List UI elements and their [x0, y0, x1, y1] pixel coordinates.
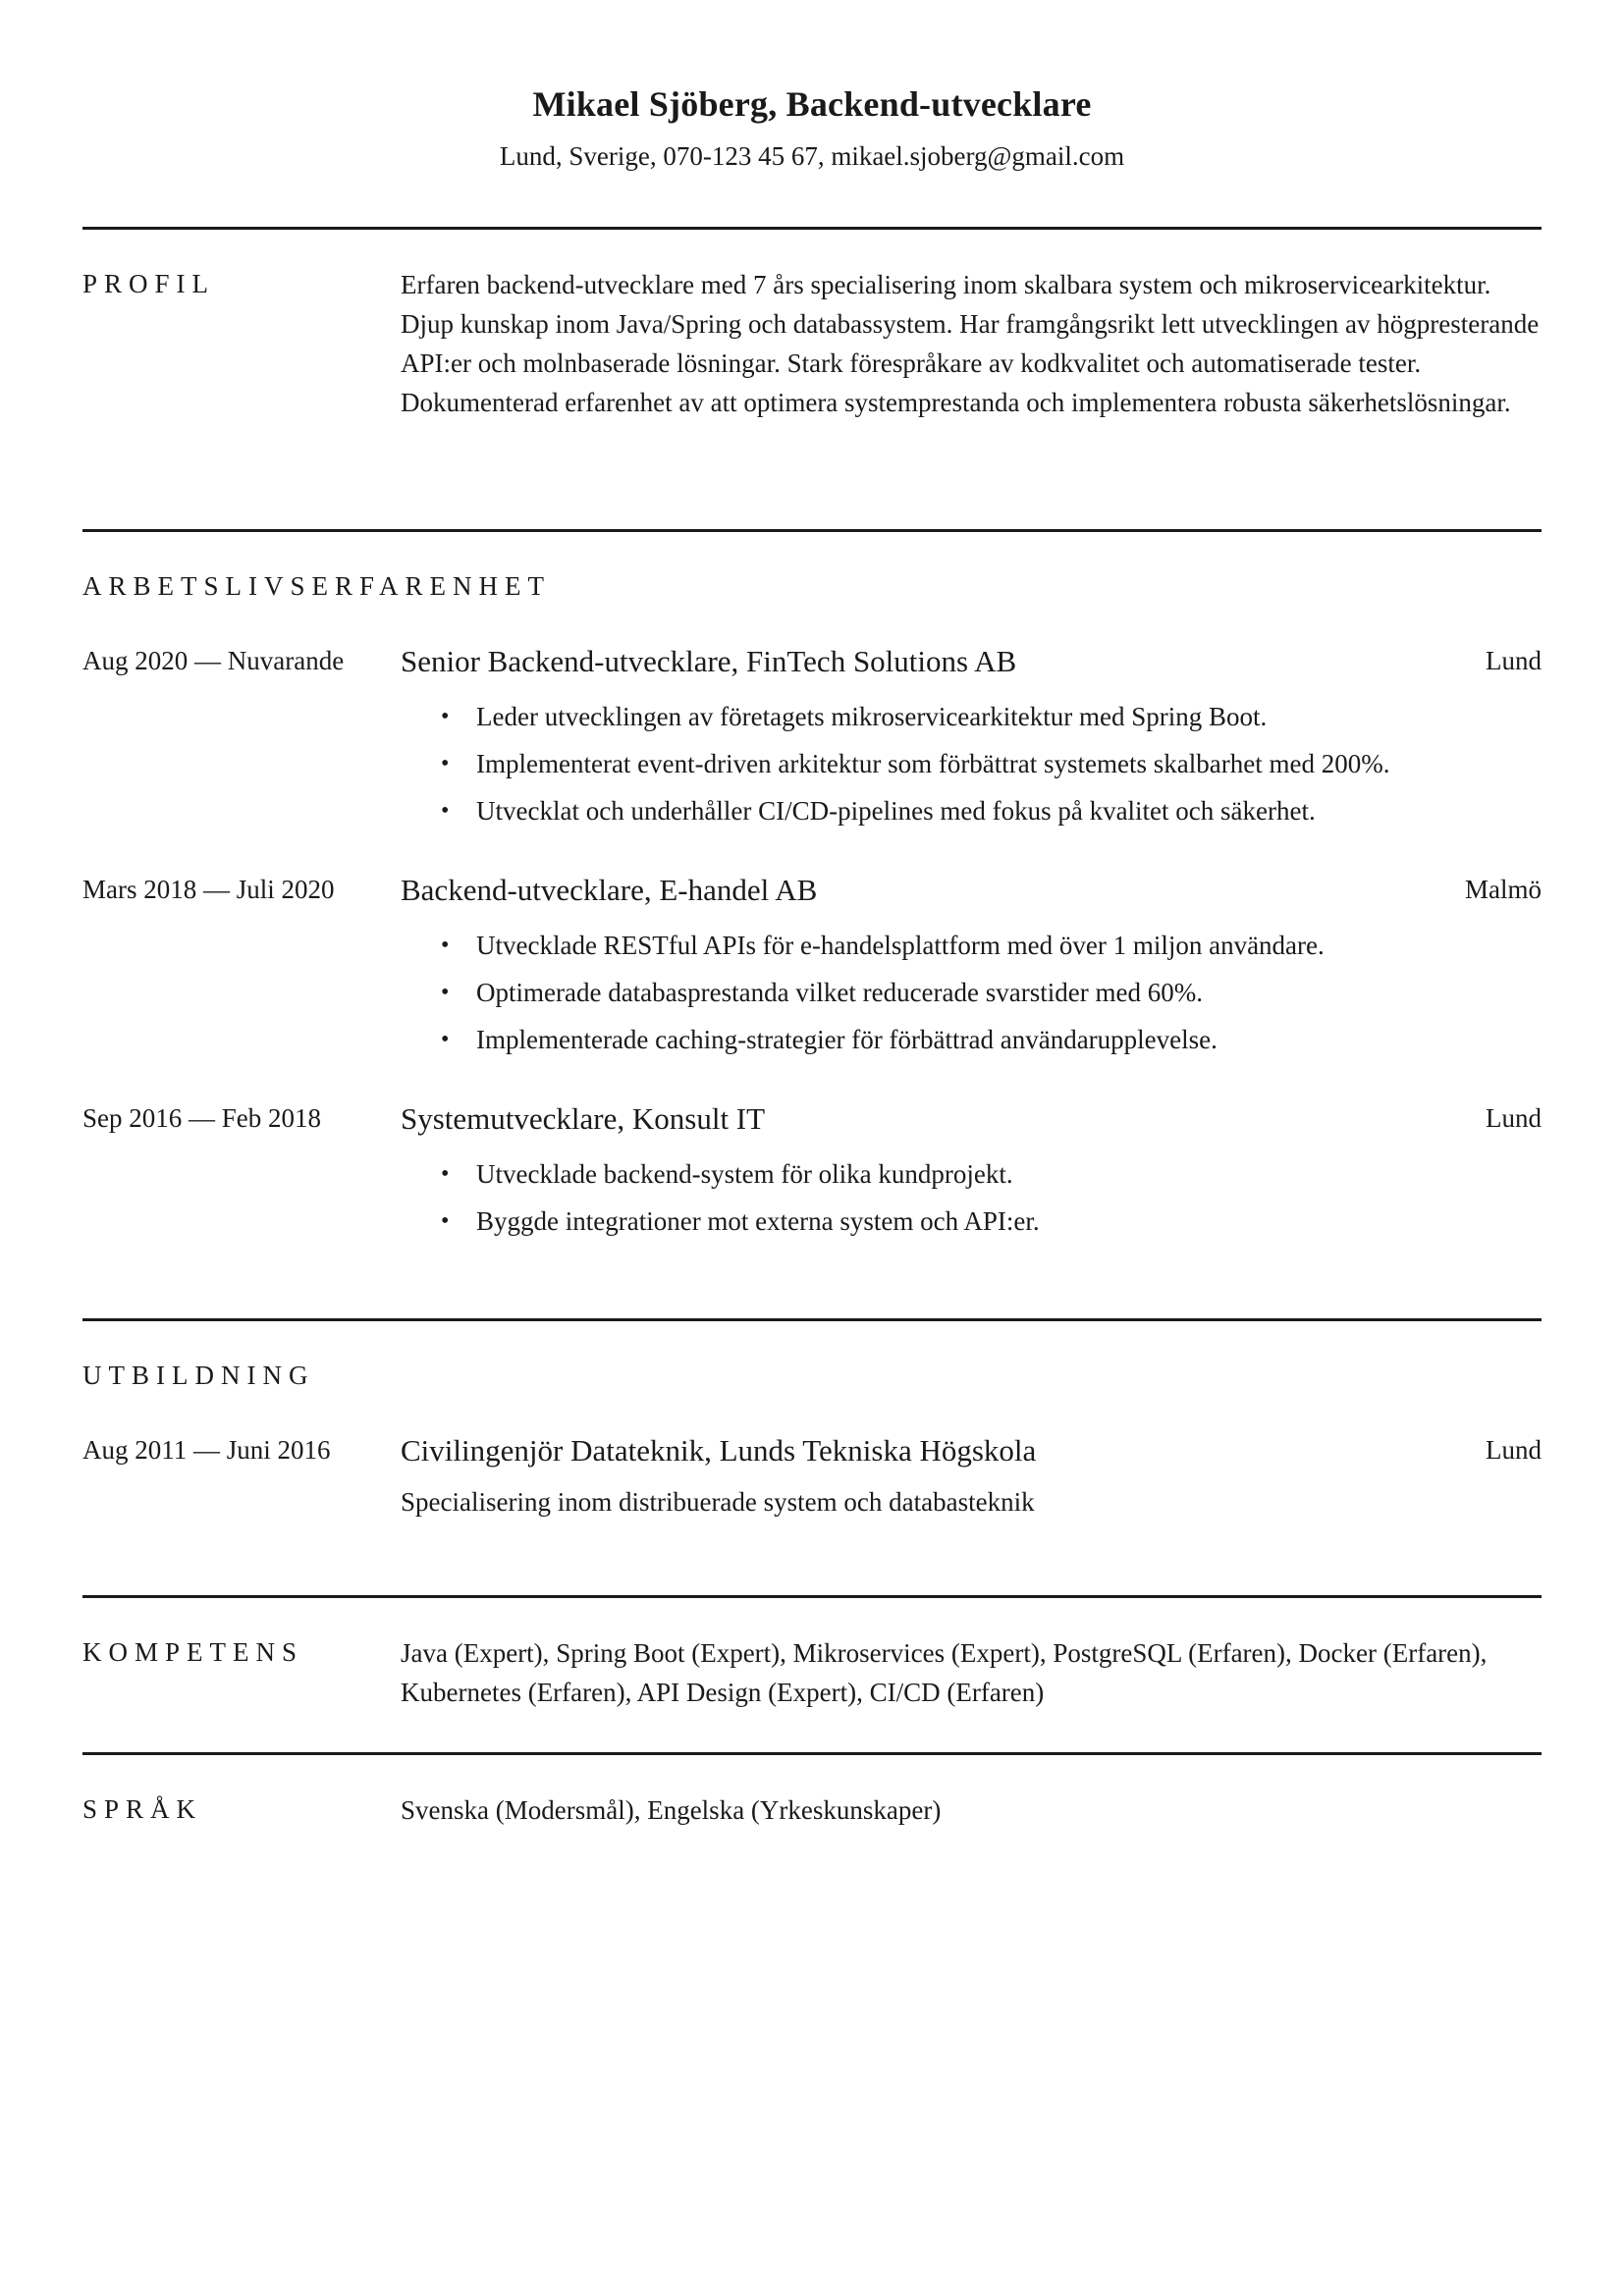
bullet-text: Implementerade caching-strategier för förbättrad användarupplevelse.	[476, 1025, 1218, 1054]
languages-list	[401, 1790, 1542, 1830]
education-section	[82, 1318, 1542, 1598]
skill-item: Mikroservices (Expert),	[792, 1638, 1047, 1668]
profile-text: Erfaren backend-utvecklare med 7 års specialisering inom skalbara system och mikroservicearkitektur. Djup kunskap inom Java/Spring och databassystem. Har framgångsrikt lett utvecklingen av högpresterande API:er och molnbaserade lösningar. Stark förespråkare av kodkvalitet och automatiserade tester. Dokumenterad erfarenhet av att optimera systemprestanda och implementera robusta säkerhetslösningar.	[401, 270, 1540, 417]
skill-item: CI/CD (Erfaren)	[869, 1678, 1045, 1707]
skill-item: Spring Boot (Expert),	[556, 1638, 786, 1668]
job-location: Lund	[1486, 1103, 1542, 1133]
bullet-icon: •	[441, 704, 450, 729]
bullet-text: Utvecklade backend-system för olika kundprojekt.	[476, 1159, 1013, 1189]
education-description: Specialisering inom distribuerade system och databasteknik	[401, 1487, 1035, 1517]
skill-item: Kubernetes (Erfaren),	[401, 1678, 632, 1707]
job-bullets	[401, 693, 1542, 834]
bullet-text: Implementerat event-driven arkitektur som förbättrat systemets skalbarhet med 200%.	[476, 749, 1390, 778]
bullet-text: Byggde integrationer mot externa system och API:er.	[476, 1206, 1040, 1236]
list-item	[401, 1016, 1542, 1063]
job-title: Senior Backend-utvecklare, FinTech Solutions AB	[401, 644, 1017, 678]
skills-heading: KOMPETENS	[82, 1637, 304, 1667]
language-item: Svenska (Modersmål),	[401, 1795, 641, 1825]
job-bullets	[401, 922, 1542, 1063]
job-bullets	[401, 1150, 1542, 1245]
languages-section	[82, 1752, 1542, 1873]
bullet-text: Optimerade databasprestanda vilket reducerade svarstider med 60%.	[476, 978, 1203, 1007]
job-title: Systemutvecklare, Konsult IT	[401, 1101, 766, 1136]
education-heading: UTBILDNING	[82, 1361, 315, 1390]
list-item	[401, 1150, 1542, 1198]
skill-item: PostgreSQL (Erfaren),	[1053, 1638, 1292, 1668]
skill-item: Docker (Erfaren),	[1298, 1638, 1488, 1668]
candidate-name: Mikael Sjöberg, Backend-utvecklare	[532, 84, 1092, 124]
languages-heading: SPRÅK	[82, 1794, 203, 1824]
job-date: Mars 2018 — Juli 2020	[82, 875, 335, 904]
list-item	[401, 787, 1542, 834]
education-date: Aug 2011 — Juni 2016	[82, 1435, 331, 1465]
list-item	[401, 969, 1542, 1016]
job-date: Sep 2016 — Feb 2018	[82, 1103, 321, 1133]
bullet-icon: •	[441, 1208, 450, 1234]
job-title: Backend-utvecklare, E-handel AB	[401, 873, 818, 907]
bullet-icon: •	[441, 1161, 450, 1187]
bullet-text: Utvecklat och underhåller CI/CD-pipelines med fokus på kvalitet och säkerhet.	[476, 796, 1316, 826]
job-date: Aug 2020 — Nuvarande	[82, 646, 345, 675]
contact-info: Lund, Sverige, 070-123 45 67, mikael.sjoberg@gmail.com	[499, 141, 1125, 171]
skills-section	[82, 1595, 1542, 1755]
resume-header	[0, 82, 1624, 173]
list-item	[401, 693, 1542, 740]
experience-heading: ARBETSLIVSERFARENHET	[82, 571, 552, 601]
list-item	[401, 740, 1542, 787]
skill-item: API Design (Expert),	[636, 1678, 863, 1707]
profile-heading: PROFIL	[82, 269, 216, 298]
profile-section	[82, 227, 1542, 530]
bullet-text: Leder utvecklingen av företagets mikroservicearkitektur med Spring Boot.	[476, 702, 1268, 731]
bullet-icon: •	[441, 1027, 450, 1052]
skills-list	[401, 1633, 1542, 1712]
education-degree: Civilingenjör Datateknik, Lunds Tekniska Högskola	[401, 1433, 1037, 1468]
bullet-icon: •	[441, 798, 450, 824]
language-item: Engelska (Yrkeskunskaper)	[647, 1795, 942, 1825]
list-item	[401, 922, 1542, 969]
bullet-icon: •	[441, 933, 450, 958]
bullet-text: Utvecklade RESTful APIs för e-handelsplattform med över 1 miljon användare.	[476, 931, 1325, 960]
skill-item: Java (Expert),	[401, 1638, 550, 1668]
experience-section	[82, 529, 1542, 1319]
bullet-icon: •	[441, 751, 450, 776]
job-location: Malmö	[1465, 875, 1542, 904]
bullet-icon: •	[441, 980, 450, 1005]
list-item	[401, 1198, 1542, 1245]
job-location: Lund	[1486, 646, 1542, 675]
education-location: Lund	[1486, 1435, 1542, 1465]
